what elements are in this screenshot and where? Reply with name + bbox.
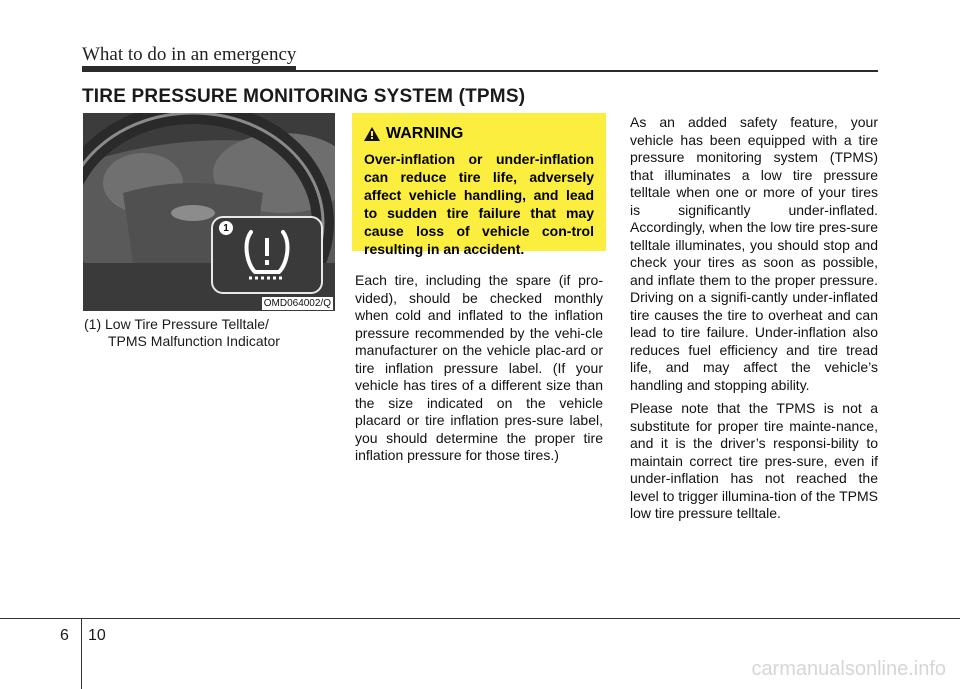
section-title: TIRE PRESSURE MONITORING SYSTEM (TPMS) bbox=[82, 86, 526, 107]
figure-caption bbox=[84, 316, 280, 350]
watermark: carmanualsonline.info bbox=[751, 658, 946, 680]
figure-code: OMD064002/Q bbox=[263, 298, 331, 309]
header-title: What to do in an emergency bbox=[82, 44, 297, 65]
right-paragraph-1: As an added safety feature, your vehicle has been equipped with a tire pressure monitoring system (TPMS) that illuminates a low tire pressure telltale when one or more of your tires is significantly under-inflated. Accordingly, when the low tire pres-sure telltale illuminates, you should stop and check your tires as soon as possible, and inflate them to the proper pressure. Driving on a signifi-cantly under-inflated tire causes the tire to overheat and can lead to tire failure. Under-inflation also reduces fuel efficiency and tire tread life, and may affect the vehicle’s handling and stopping ability. bbox=[630, 114, 878, 393]
header-rule bbox=[82, 66, 878, 74]
warning-triangle-icon bbox=[364, 127, 380, 141]
caption-line-2: TPMS Malfunction Indicator bbox=[108, 333, 280, 349]
right-column bbox=[630, 114, 878, 529]
right-paragraph-2: Please note that the TPMS is not a substitute for proper tire mainte-nance, and it is the driver’s responsi-bility to maintain correct tire pres-sure, even if under-inflation has not reached the level to trigger illumina-tion of the TPMS low tire pressure telltale. bbox=[630, 400, 878, 521]
warning-heading-text: WARNING bbox=[386, 125, 464, 142]
page-number: 10 bbox=[88, 627, 106, 644]
caption-line-1: (1) Low Tire Pressure Telltale/ bbox=[84, 316, 269, 332]
middle-paragraph: Each tire, including the spare (if pro-vided), should be checked monthly when cold and inflated to the inflation pressure recommended by the vehi-cle manufacturer on the vehicle plac-ard or tire inflation pressure label. (If your vehicle has tires of a different size than the size indicated on the vehicle placard or tire inflation pres-sure label, you should determine the proper tire inflation pressure for those tires.) bbox=[355, 272, 603, 463]
footer-divider bbox=[81, 618, 82, 689]
warning-text: Over-inflation or under-inflation can reduce tire life, adversely affect vehicle handling, and lead to sudden tire failure that may cause loss of vehicle con-trol resulting in an accident. bbox=[364, 151, 594, 257]
middle-column bbox=[355, 272, 603, 471]
footer-rule bbox=[0, 618, 960, 619]
warning-heading bbox=[364, 125, 463, 143]
warning-box bbox=[352, 113, 606, 257]
callout-number: 1 bbox=[219, 221, 233, 235]
chapter-number: 6 bbox=[60, 627, 69, 644]
